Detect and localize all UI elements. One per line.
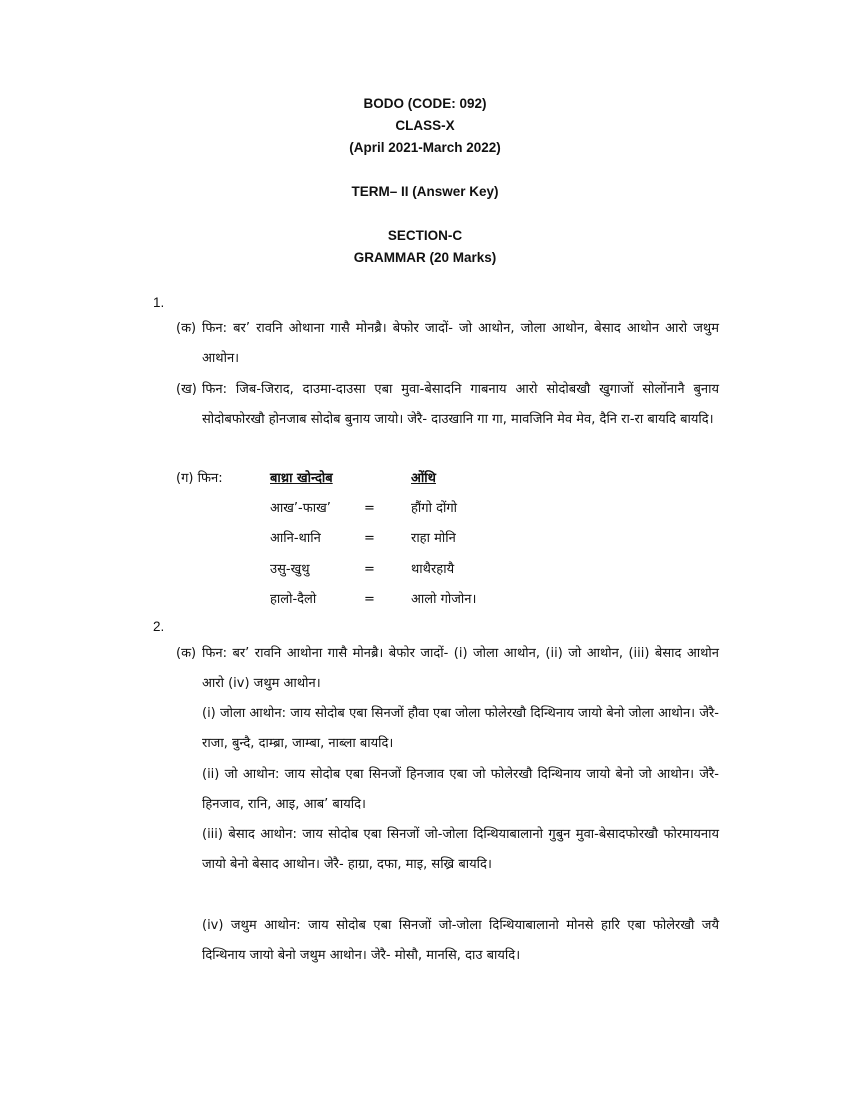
- table-cell-term: आख’-फाख’: [270, 501, 331, 516]
- table-cell-meaning: हौंगो दोंगो: [411, 501, 458, 516]
- table-cell-term: हालो-दैलो: [270, 592, 317, 607]
- q1-a-answer: फिन: बर’ रावनि ओथाना गासै मोनब्रै। बेफोर जादों- जो आथोन, जोला आथोन, बेसाद आथोन आरो जथुम आथोन।: [202, 321, 719, 366]
- question-number-2: 2.: [153, 619, 165, 634]
- q1-c-label-tag: (ग): [176, 471, 194, 486]
- section-title: SECTION-C: [387, 228, 463, 243]
- table-header-meaning: ओंथि: [411, 471, 436, 486]
- table-cell-term: उसु-खुथु: [270, 562, 310, 577]
- q1-c-prefix: फिन:: [197, 471, 223, 486]
- q2-a-answer: फिन: बर’ रावनि आथोना गासै मोनब्रै। बेफोर जादों- (i) जोला आथोन, (ii) जो आथोन, (iii) बेसाद आथोन आरो (iv) जथुम आथोन।: [202, 646, 719, 691]
- grammar-title: GRAMMAR (20 Marks): [353, 250, 497, 265]
- table-cell-term: आनि-थानि: [270, 531, 321, 546]
- q2-sub-answer-iv: (iv) जथुम आथोन: जाय सोदोब एबा सिनजों जो-जोला दिन्थियाबालानो मोनसे हारि एबा फोलेरखौ जयै दिन्थिनाय जायो बेनो जथुम आथोन। जेरै- मोसौ, मानसि, दाउ बायदि।: [202, 918, 719, 963]
- q1-b-answer: फिन: जिब-जिराद, दाउमा-दाउसा एबा मुवा-बेसादनि गाबनाय आरो सोदोबखौ खुगाजों सोलोंनानै बुनाय सोदोबफोरखौ होनजाब सोदोब बुनाय जायो। जेरै- दाउखानि गा गा, मावजिनि मेव मेव, दैनि रा-रा बायदि बायदि।: [202, 382, 719, 427]
- table-cell-equals: =: [364, 531, 375, 546]
- idiom-table: [0, 470, 850, 610]
- q1-a-label: (क): [176, 321, 197, 336]
- question-number-1: 1.: [153, 295, 165, 310]
- table-header-idiom: बाथ्रा खोन्दोब: [270, 471, 333, 486]
- table-cell-meaning: थाथैरहायै: [411, 562, 455, 577]
- term-title: TERM– II (Answer Key): [351, 184, 499, 199]
- table-cell-equals: =: [364, 501, 375, 516]
- class-title: CLASS-X: [395, 118, 455, 133]
- session-title: (April 2021-March 2022): [349, 140, 501, 155]
- table-cell-meaning: राहा मोनि: [411, 531, 456, 546]
- q2-a-label: (क): [176, 646, 197, 661]
- q1-b-label: (ख): [176, 382, 197, 397]
- table-cell-equals: =: [364, 562, 375, 577]
- q2-sub-answer-ii: (ii) जो आथोन: जाय सोदोब एबा सिनजों हिनजाव एबा जो फोलेरखौ दिन्थिनाय जायो बेनो जो आथोन। जेरै- हिनजाव, रानि, आइ, आब’ बायदि।: [202, 767, 719, 812]
- table-cell-equals: =: [364, 592, 375, 607]
- q2-sub-answer-iii: (iii) बेसाद आथोन: जाय सोदोब एबा सिनजों जो-जोला दिन्थियाबालानो गुबुन मुवा-बेसादफोरखौ फोरमायनाय जायो बेनो बेसाद आथोन। जेरै- हाग्रा, दफा, माइ, सख्रि बायदि।: [202, 827, 719, 872]
- subject-title: BODO (CODE: 092): [363, 96, 487, 111]
- q2-sub-answer-i: (i) जोला आथोन: जाय सोदोब एबा सिनजों हौवा एबा जोला फोलेरखौ दिन्थिनाय जायो बेनो जोला आथोन। जेरै- राजा, बुन्दै, दाम्ब्रा, जाम्बा, नाब्ला बायदि।: [202, 706, 719, 751]
- table-cell-meaning: आलो गोजोन।: [411, 592, 477, 607]
